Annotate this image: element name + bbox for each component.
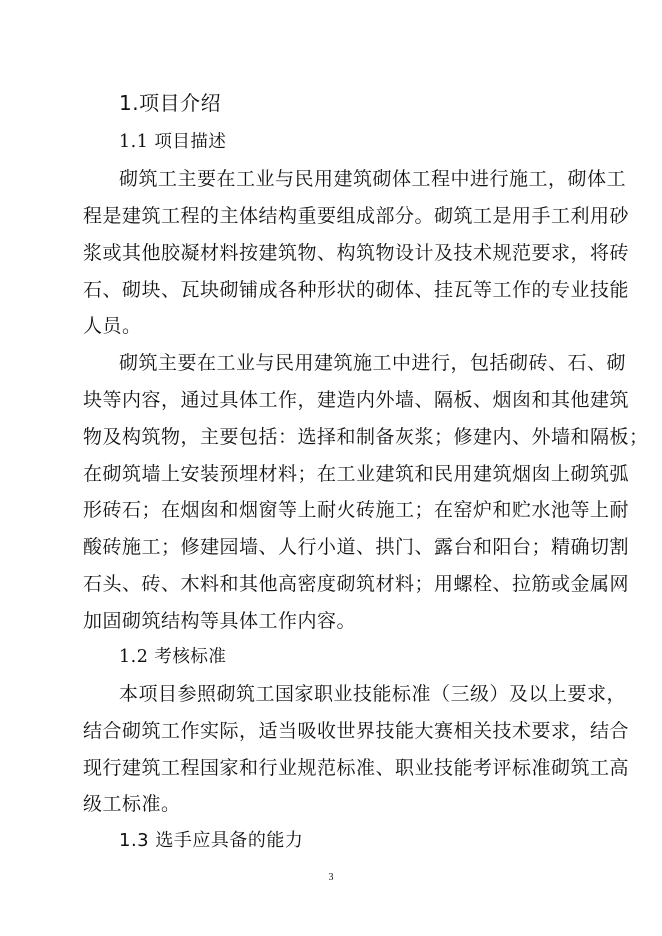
paragraph-2-line-5: 形砖石；在烟囱和烟窗等上耐火砖施工；在窑炉和贮水池等上耐 [83,499,630,521]
paragraph-3-line-2: 结合砌筑工作实际，适当吸收世界技能大赛相关技术要求，结合 [83,720,630,742]
paragraph-1-line-1: 砌筑工主要在工业与民用建筑砌体工程中进行施工，砌体工 [119,168,627,190]
paragraph-2-line-1: 砌筑主要在工业与民用建筑施工中进行，包括砌砖、石、砌 [119,352,627,374]
section-heading-project-intro: 1.项目介绍 [119,91,222,115]
subsection-heading-project-description: 1.1 项目描述 [119,132,227,152]
paragraph-2-line-8: 加固砌筑结构等具体工作内容。 [83,610,357,632]
subsection-heading-required-abilities: 1.3 选手应具备的能力 [119,830,304,851]
paragraph-2-line-4: 在砌筑墙上安装预埋材料；在工业建筑和民用建筑烟囱上砌筑弧 [83,463,630,485]
paragraph-2-line-6: 酸砖施工；修建园墙、人行小道、拱门、露台和阳台；精确切割 [83,536,630,558]
paragraph-2-line-2: 块等内容，通过具体工作，建造内外墙、隔板、烟囱和其他建筑 [83,389,630,411]
paragraph-2-line-7: 石头、砖、木料和其他高密度砌筑材料；用螺栓、拉筋或金属网 [83,573,630,595]
page-number: 3 [328,872,334,883]
paragraph-1-line-4: 石、砌块、瓦块砌铺成各种形状的砌体、挂瓦等工作的专业技能 [83,279,630,301]
paragraph-3-line-3: 现行建筑工程国家和行业规范标准、职业技能考评标准砌筑工高 [83,757,630,779]
paragraph-2-line-3: 物及构筑物，主要包括：选择和制备灰浆；修建内、外墙和隔板； [83,426,649,448]
subsection-heading-assessment-standard: 1.2 考核标准 [119,647,227,667]
paragraph-1-line-5: 人员。 [83,315,142,337]
paragraph-1-line-2: 程是建筑工程的主体结构重要组成部分。砌筑工是用手工利用砂 [83,205,630,227]
paragraph-1-line-3: 浆或其他胶凝材料按建筑物、构筑物设计及技术规范要求，将砖 [83,242,630,264]
paragraph-3-line-4: 级工标准。 [83,793,181,815]
paragraph-3-line-1: 本项目参照砌筑工国家职业技能标准（三级）及以上要求， [119,683,627,705]
